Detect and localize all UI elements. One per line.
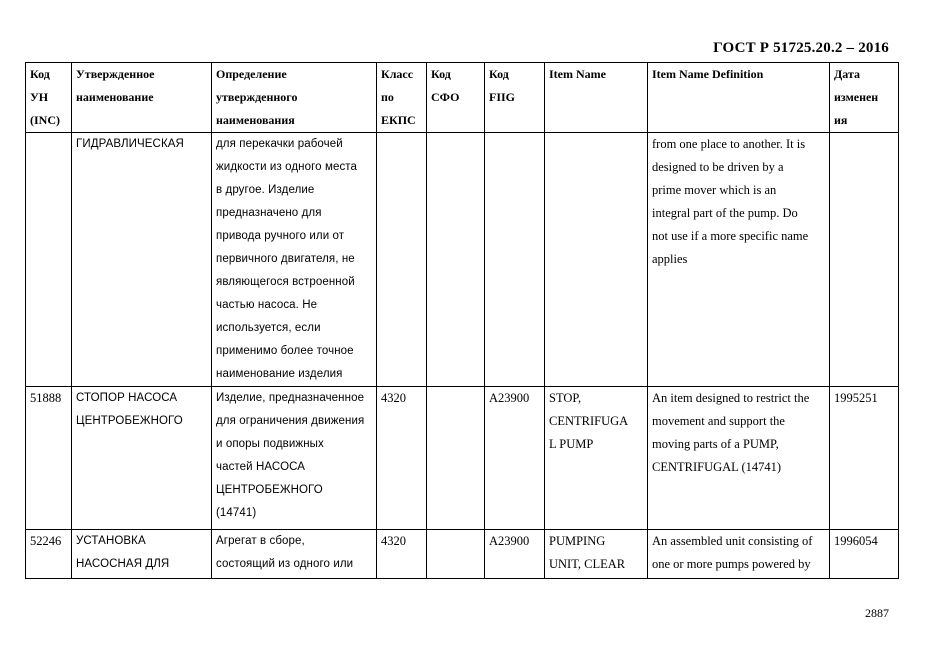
cell-item-name: PUMPING UNIT, CLEAR [545,530,648,579]
header-class: Класс по ЕКПС [377,63,427,133]
cell-item-definition: An item designed to restrict the movement and support the moving parts of a PUMP, CENTRIFUGAL (14741) [648,387,830,530]
table-header-row [26,63,899,133]
cell-definition: для перекачки рабочей жидкости из одного места в другое. Изделие предназначено для привода ручного или от первичного двигателя, не являющегося встроенной частью насоса. Не используется, если применимо более точное наименование изделия [212,133,377,387]
standard-code: ГОСТ Р 51725.20.2 – 2016 [713,40,889,56]
header-sfo-code: Код СФО [427,63,485,133]
table-row [26,387,899,530]
header-inc-code: Код УН (INC) [26,63,72,133]
cell-item-definition: An assembled unit consisting of one or more pumps powered by [648,530,830,579]
cell-name: УСТАНОВКА НАСОСНАЯ ДЛЯ [72,530,212,579]
cell-class: 4320 [377,387,427,530]
cell-fiig: A23900 [485,530,545,579]
cell-name: СТОПОР НАСОСА ЦЕНТРОБЕЖНОГО [72,387,212,530]
cell-date: 1995251 [830,387,899,530]
cell-fiig: A23900 [485,387,545,530]
header-change-date: Дата изменен ия [830,63,899,133]
header-approved-name: Утвержденное наименование [72,63,212,133]
cell-definition: Агрегат в сборе, состоящий из одного или [212,530,377,579]
header-fiig-code: Код FIIG [485,63,545,133]
cell-item-name: STOP, CENTRIFUGA L PUMP [545,387,648,530]
header-name-definition: Определение утвержденного наименования [212,63,377,133]
cell-fiig [485,133,545,387]
cell-item-name [545,133,648,387]
table-row [26,530,899,579]
cell-item-definition: from one place to another. It is designed to be driven by a prime mover which is an integral part of the pump. Do not use if a more specific name applies [648,133,830,387]
cell-code: 51888 [26,387,72,530]
cell-definition: Изделие, предназначенное для ограничения движения и опоры подвижных частей НАСОСА ЦЕНТРОБЕЖНОГО (14741) [212,387,377,530]
cell-sfo [427,387,485,530]
cell-class: 4320 [377,530,427,579]
cell-code: 52246 [26,530,72,579]
cell-name: ГИДРАВЛИЧЕСКАЯ [72,133,212,387]
cell-code [26,133,72,387]
cell-date: 1996054 [830,530,899,579]
header-item-name: Item Name [545,63,648,133]
cell-sfo [427,133,485,387]
page-number: 2887 [865,606,889,620]
header-item-name-definition: Item Name Definition [648,63,830,133]
cell-date [830,133,899,387]
cell-class [377,133,427,387]
item-names-table [25,62,899,579]
table-row [26,133,899,387]
cell-sfo [427,530,485,579]
